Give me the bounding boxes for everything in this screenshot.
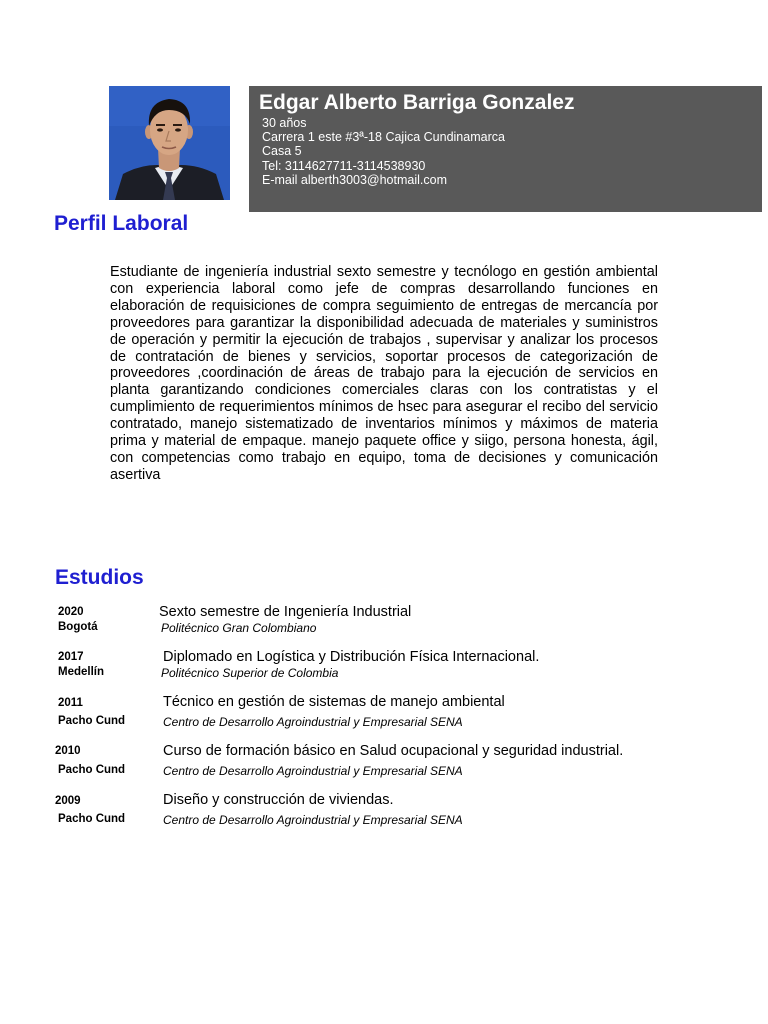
- contact-details: [262, 116, 505, 187]
- header-contact-box: [249, 86, 762, 212]
- education-title: Sexto semestre de Ingeniería Industrial: [159, 604, 412, 620]
- education-institution: Politécnico Superior de Colombia: [161, 666, 339, 680]
- age-line: 30 años: [262, 116, 307, 130]
- profile-photo: [109, 86, 230, 200]
- address-line: Carrera 1 este #3ª-18 Cajica Cundinamarca: [262, 130, 505, 145]
- education-institution: Centro de Desarrollo Agroindustrial y Empresarial SENA: [163, 813, 463, 827]
- education-city: Pacho Cund: [58, 813, 126, 825]
- education-year: 2010: [55, 745, 81, 757]
- education-city: Pacho Cund: [58, 715, 126, 727]
- full-name: Edgar Alberto Barriga Gonzalez: [259, 91, 575, 114]
- education-city: Bogotá: [58, 621, 98, 633]
- education-city: Medellín: [58, 666, 105, 678]
- email-line: E-mail alberth3003@hotmail.com: [262, 172, 447, 187]
- address-line-2: Casa 5: [262, 144, 302, 159]
- education-city: Pacho Cund: [58, 764, 126, 776]
- education-year: 2020: [58, 606, 84, 618]
- education-year: 2009: [55, 795, 81, 807]
- phone-line: Tel: 3114627711-3114538930: [262, 158, 426, 173]
- education-institution: Centro de Desarrollo Agroindustrial y Empresarial SENA: [163, 764, 463, 778]
- education-year: 2017: [58, 651, 84, 663]
- education-institution: Politécnico Gran Colombiano: [161, 621, 317, 635]
- education-year: 2011: [58, 697, 83, 709]
- education-institution: Centro de Desarrollo Agroindustrial y Empresarial SENA: [163, 715, 463, 729]
- education-title: Técnico en gestión de sistemas de manejo ambiental: [163, 694, 505, 710]
- profile-section-title: Perfil Laboral: [54, 212, 189, 235]
- profile-text: Estudiante de ingeniería industrial sexto semestre y tecnólogo en gestión ambiental con experiencia laboral como jefe de compras desarrollando funciones en elaboración de requisiciones de compra seguimiento de entregas de mercancía por proveedores para garantizar la disponibilidad adecuada de materiales y suministros de operación y permitir la ejecución de trabajos , supervisar y analizar los procesos de contratación de bienes y servicios, soportar procesos de categorización de proveedores ,coordinación de áreas de trabajo para la ejecución de servicios en planta garantizando condiciones comerciales claras con los contratistas y el cumplimiento de requerimientos mínimos de hsec para asegurar el recibo del servicio contratado, manejo sistematizado de inventarios mínimos y máximos de materia prima y material de empaque. manejo paquete office y siigo, persona honesta, ágil, con competencias como trabajo en equipo, toma de decisiones y comunicación asertiva: [110, 264, 658, 483]
- education-title: Curso de formación básico en Salud ocupacional y seguridad industrial.: [163, 743, 624, 759]
- education-section-title: Estudios: [55, 566, 144, 589]
- education-title: Diseño y construcción de viviendas.: [163, 792, 394, 808]
- education-title: Diplomado en Logística y Distribución Física Internacional.: [163, 649, 540, 665]
